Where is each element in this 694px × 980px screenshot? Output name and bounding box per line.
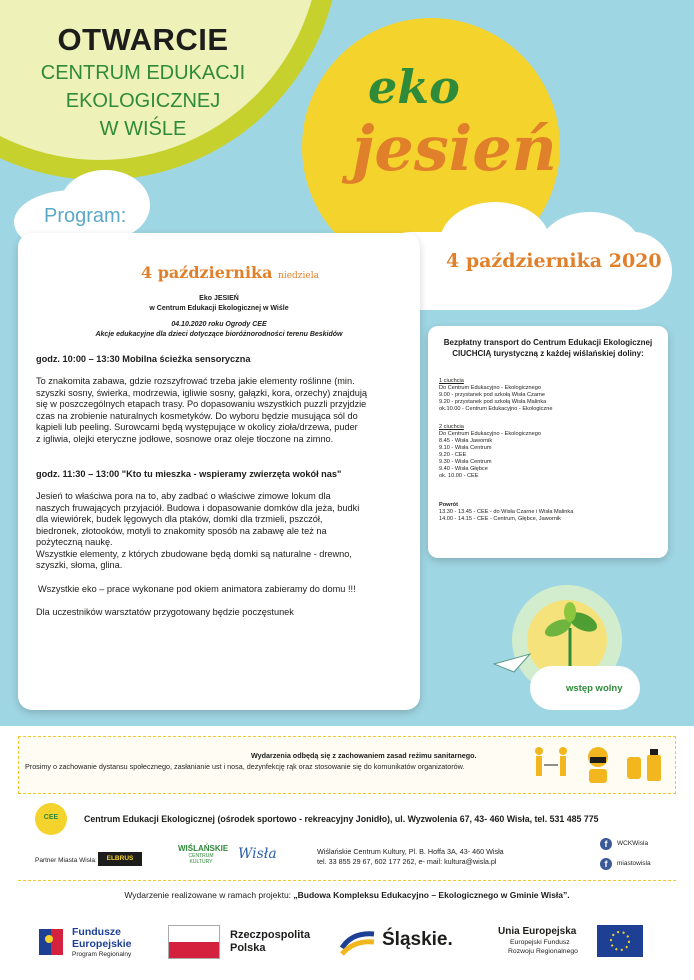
elbrus-logo: ELBRUS xyxy=(98,852,142,866)
transport-panel xyxy=(428,326,668,558)
train2-line: 9.20 - CEE xyxy=(439,452,467,458)
disinfection-icon xyxy=(625,745,665,785)
fe-line-2: Europejskie xyxy=(72,938,132,950)
return-line: 13.30 - 13.45 - CEE - do Wisła Czarne i Wisła Malinka xyxy=(439,509,574,515)
train2-line: 8.45 - Wisła Jawornik xyxy=(439,438,493,444)
train2-line: ok. 10.00 - CEE xyxy=(439,473,479,479)
block1-line: kąpieli lub peeling. Surowcami będą występujące w okolicy zioła/drzewa, puder xyxy=(36,422,358,432)
facebook-icon[interactable]: f xyxy=(600,838,612,850)
program-day: niedziela xyxy=(278,271,319,281)
block2-line: szyszki, słoma, glina. xyxy=(36,560,123,570)
transport-heading-1: Bezpłatny transport do Centrum Edukacji Ekologicznej xyxy=(443,338,653,347)
block2-line: biedronek, złotooków, motyli to znakomity sposób na zabawę ale też na xyxy=(36,525,327,536)
mask-icon xyxy=(583,745,613,785)
rp-line-2: Polska xyxy=(230,942,266,954)
block2-line: naszych fruwających przyjaciół. Budowa i dopasowanie domków dla jeża, budki xyxy=(36,502,360,513)
distance-icon xyxy=(531,745,571,785)
project-name: „Budowa Kompleksu Edukacyjno – Ekologicznego w Gminie Wisła”. xyxy=(293,890,570,900)
train2-line: 9.40 - Wisła Głębce xyxy=(439,466,488,472)
fundusze-logo-icon xyxy=(35,925,67,959)
partner-label: Partner Miasta Wisła: xyxy=(35,857,97,864)
block1-text xyxy=(36,376,408,445)
fe-line-1: Fundusze xyxy=(72,926,121,938)
title-line-4: W WIŚLE xyxy=(99,118,187,140)
wck-logo-sub: CENTRUM KULTURY xyxy=(188,853,214,865)
title-line-2: CENTRUM EDUKACJI xyxy=(40,62,246,84)
block2-line: Wszystkie elementy, z których zbudowane będą domki są naturalne - drewno, xyxy=(36,548,352,559)
divider xyxy=(18,880,676,881)
wck-logo-name: WIŚLAŃSKIE xyxy=(178,844,229,853)
slaskie-logo-icon xyxy=(338,926,378,958)
sanitary-line-2: Prosimy o zachowanie dystansu społecznego, zasłanianie ust i nosa, dezynfekcję rąk oraz stosowanie się do komunikatów organizatorów. xyxy=(25,762,465,771)
polish-flag xyxy=(168,925,220,959)
block1-line: z igliwia, olejki eteryczne jodłowe, sosnowe oraz oleje tłoczone na zimno. xyxy=(36,433,334,444)
culture-center-address: Wiślańskie Centrum Kultury, Pl. B. Hoffa 3A, 43- 460 Wisła xyxy=(317,847,504,856)
block1-line: szyszki sosny, świerka, modrzewia, igliwie sosny, gałązki, kora, orzechy) znajdują xyxy=(36,387,368,398)
event-date: 04.10.2020 roku Ogrody CEE xyxy=(171,321,267,328)
block2-line: pożyteczną naukę. xyxy=(36,537,113,547)
header-title xyxy=(18,22,268,142)
train1-line: Do Centrum Edukacyjno - Ekologicznego xyxy=(439,385,541,391)
return-line: 14.00 - 14.15 - CEE - Centrum, Głębce, Jawornik xyxy=(439,516,561,522)
event-desc: Akcje edukacyjne dla dzieci dotyczące bioróżnorodności terenu Beskidów xyxy=(95,331,343,338)
slaskie-text: Śląskie. xyxy=(382,929,453,950)
block1-line: To znakomita zabawa, gdzie rozszyfrować trzeba jakie elementy roślinne (min. xyxy=(36,376,355,386)
program-date-text: 4 października xyxy=(141,263,273,282)
program-panel xyxy=(18,233,420,710)
train1-line: 9.20 - przystanek pod szkołą Wisła Malinka xyxy=(439,399,547,405)
block2-line: dla wiewiórek, budek lęgowych dla ptaków, domki dla trzmieli, pszczół, xyxy=(36,514,323,524)
sanitary-line-1: Wydarzenia odbędą się z zachowaniem zasad reżimu sanitarnego. xyxy=(251,751,477,760)
event-name: Eko JESIEŃ xyxy=(199,295,239,302)
culture-center-contact: tel. 33 855 29 67, 602 177 262, e- mail: kultura@wisla.pl xyxy=(317,857,497,866)
jesien-logo-text: jesień xyxy=(352,112,557,185)
note-refreshments: Dla uczestników warsztatów przygotowany będzie poczęstunek xyxy=(36,607,294,617)
project-prefix: Wydarzenie realizowane w ramach projektu: xyxy=(124,890,294,900)
block2-text xyxy=(36,491,408,572)
train1-title: 1 ciuchcia xyxy=(439,378,464,384)
ue-line-1: Unia Europejska xyxy=(498,926,577,937)
note-take-home: Wszystkie eko – prace wykonane pod okiem animatora zabieramy do domu !!! xyxy=(38,584,356,594)
return-title: Powrót xyxy=(439,502,458,508)
event-date-banner: 4 października 2020 xyxy=(446,250,662,272)
ue-line-2: Europejski Fundusz xyxy=(510,939,570,946)
title-line-3: EKOLOGICZNEJ xyxy=(65,90,221,112)
block1-title: godz. 10:00 – 13:30 Mobilna ścieżka sensoryczna xyxy=(36,354,251,364)
program-date xyxy=(141,263,319,282)
event-place: w Centrum Edukacji Ekologicznej w Wiśle xyxy=(149,305,289,312)
free-entry-label: wstęp wolny xyxy=(566,683,623,694)
train2-title: 2 ciuchcia xyxy=(439,424,464,430)
program-label: Program: xyxy=(44,205,127,227)
ue-line-3: Rozwoju Regionalnego xyxy=(508,948,578,955)
organizer-address: Centrum Edukacji Ekologicznej (ośrodek sportowo - rekreacyjny Jonidło), ul. Wyzwolenia 67, 43- 460 Wisła, tel. 531 485 775 xyxy=(84,814,599,824)
paper-plane-icon xyxy=(492,650,532,676)
train2-line: 9.30 - Wisła Centrum xyxy=(439,459,492,465)
rp-line-1: Rzeczpospolita xyxy=(230,929,311,941)
block1-line: czas na zrobienie naturalnych kosmetyków. Do wyboru będzie musująca sól do xyxy=(36,410,358,421)
transport-heading-2: CIUCHCIĄ turystyczną z każdej wiślańskiej doliny: xyxy=(452,348,644,358)
facebook-city-link[interactable]: miastowisla xyxy=(617,860,651,867)
project-info xyxy=(0,890,694,900)
fe-line-3: Program Regionalny xyxy=(72,951,132,958)
train1-line: 9.00 - przystanek pod szkołą Wisła Czarne xyxy=(439,392,546,398)
eu-flag-icon xyxy=(597,925,643,957)
transport-heading xyxy=(428,338,668,359)
cee-logo: CEE xyxy=(35,803,67,835)
wck-logo xyxy=(178,844,229,870)
eko-logo-text: eko xyxy=(368,60,460,114)
title-line-1: OTWARCIE xyxy=(57,22,229,57)
facebook-wck-link[interactable]: WCKWisla xyxy=(617,840,649,847)
train2-line: 9.10 - Wisła Centrum xyxy=(439,445,492,451)
block1-line: się w poszczególnych etapach trasy. Po dopasowaniu wszystkich puzzli przyjdzie xyxy=(36,399,367,409)
wisla-logo: Wisła xyxy=(238,846,277,862)
train1-line: ok.10.00 - Centrum Edukacyjno - Ekologiczne xyxy=(439,406,553,412)
facebook-icon[interactable]: f xyxy=(600,858,612,870)
block2-line: Jesień to właściwa pora na to, aby zadbać o właściwe zimowe lokum dla xyxy=(36,491,331,501)
sanitary-notice xyxy=(18,736,676,794)
train2-line: Do Centrum Edukacyjno - Ekologicznego xyxy=(439,431,541,437)
block2-title: godz. 11:30 – 13:00 "Kto tu mieszka - wspieramy zwierzęta wokół nas" xyxy=(36,469,342,479)
